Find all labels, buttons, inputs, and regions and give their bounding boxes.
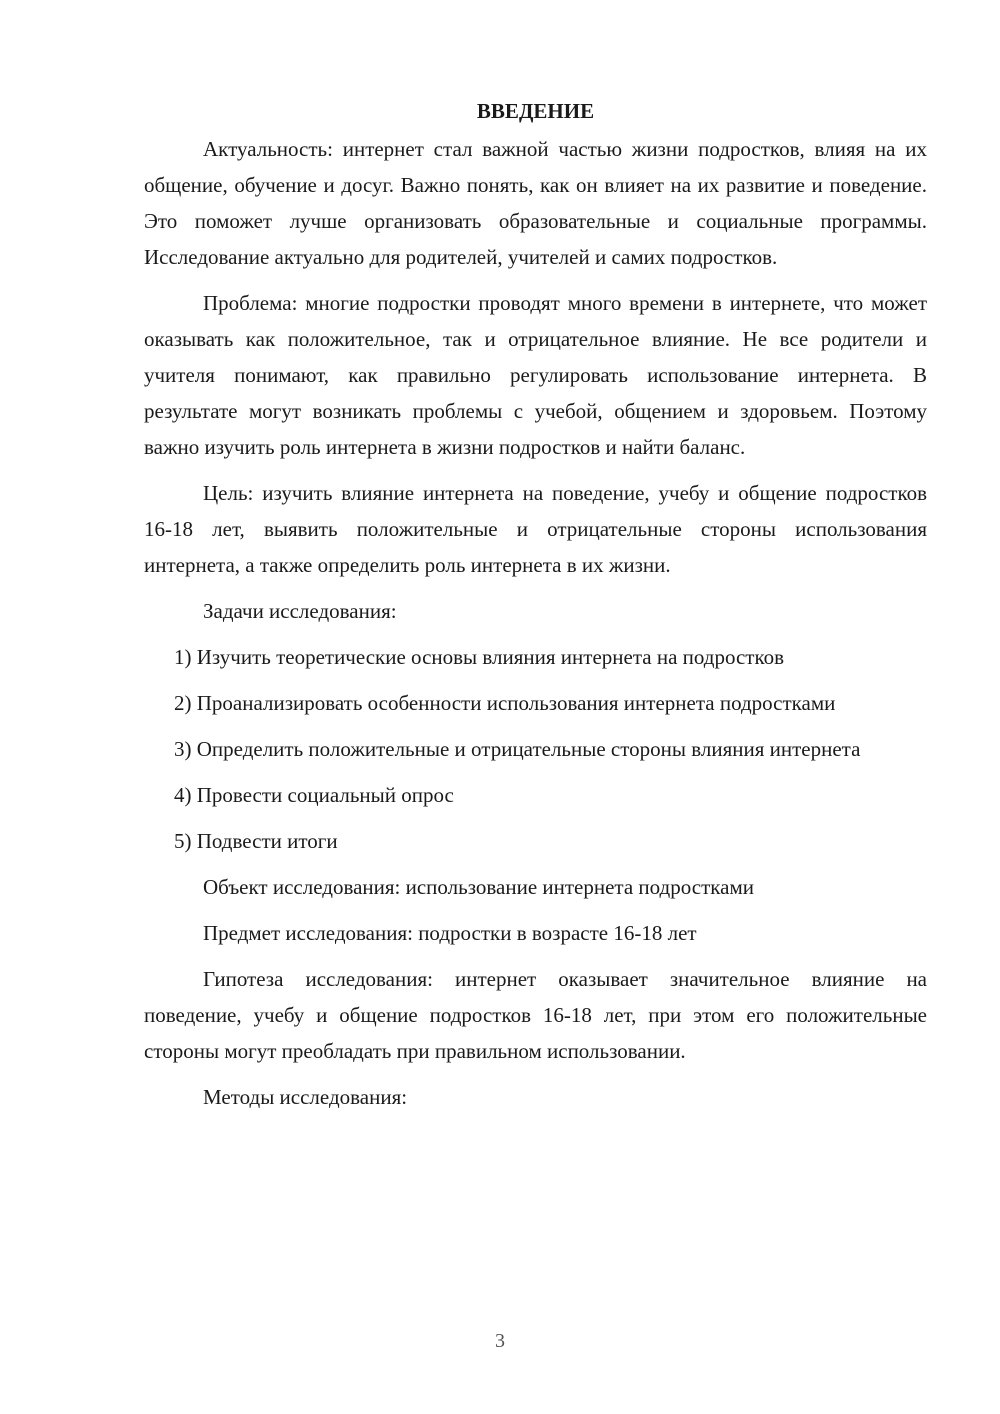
page-title: ВВЕДЕНИЕ <box>476 99 595 123</box>
paragraph-subject: Предмет исследования: подростки в возрасте 16-18 лет <box>203 921 697 945</box>
task-item-2: 2) Проанализировать особенности использования интернета подростками <box>174 691 836 715</box>
paragraph-hypothesis: Гипотеза исследования: интернет оказывает значительное влияние на поведение, учебу и общение подростков 16-18 лет, при этом его положительные стороны могут преобладать при правильном использовании. <box>144 967 927 1063</box>
paragraph-object: Объект исследования: использование интернета подростками <box>203 875 754 899</box>
paragraph-problem: Проблема: многие подростки проводят много времени в интернете, что может оказывать как положительное, так и отрицательное влияние. Не все родители и учителя понимают, как правильно регулировать использование интернета. В результате могут возникать проблемы с учебой, общением и здоровьем. Поэтому важно изучить роль интернета в жизни подростков и найти баланс. <box>144 291 927 459</box>
page-number: 3 <box>495 1330 505 1352</box>
paragraph-goal: Цель: изучить влияние интернета на поведение, учебу и общение подростков 16-18 лет, выявить положительные и отрицательные стороны использования интернета, а также определить роль интернета в их жизни. <box>144 481 927 577</box>
task-item-4: 4) Провести социальный опрос <box>174 783 454 807</box>
task-item-3: 3) Определить положительные и отрицательные стороны влияния интернета <box>174 737 861 761</box>
paragraph-relevance: Актуальность: интернет стал важной частью жизни подростков, влияя на их общение, обучение и досуг. Важно понять, как он влияет на их развитие и поведение. Это поможет лучше организовать образовательные и социальные программы. Исследование актуально для родителей, учителей и самих подростков. <box>144 137 927 269</box>
task-item-1: 1) Изучить теоретические основы влияния интернета на подростков <box>174 645 785 669</box>
document-page <box>144 93 927 1125</box>
task-item-5: 5) Подвести итоги <box>174 829 338 853</box>
paragraph-tasks-heading: Задачи исследования: <box>203 599 397 623</box>
paragraph-methods: Методы исследования: <box>203 1085 408 1109</box>
